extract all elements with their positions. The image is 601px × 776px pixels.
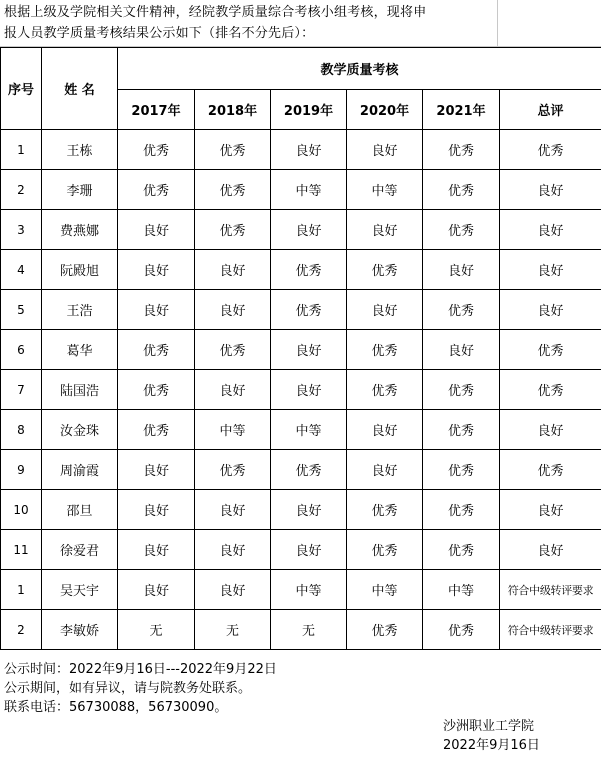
cell-y2019: 良好 (271, 210, 347, 250)
cell-seq: 1 (1, 130, 42, 170)
cell-seq: 5 (1, 290, 42, 330)
table-row (1, 250, 601, 290)
cell-y2021: 优秀 (423, 210, 500, 250)
cell-y2020: 良好 (347, 290, 423, 330)
header-year-2019: 2019年 (271, 90, 347, 130)
cell-total: 良好 (500, 170, 601, 210)
cell-total: 良好 (500, 250, 601, 290)
table-row (1, 210, 601, 250)
cell-y2021: 优秀 (423, 490, 500, 530)
cell-y2017: 良好 (118, 570, 195, 610)
cell-y2019: 优秀 (271, 450, 347, 490)
cell-y2018: 良好 (195, 250, 271, 290)
cell-y2019: 良好 (271, 130, 347, 170)
cell-name: 费燕娜 (42, 210, 118, 250)
cell-y2018: 优秀 (195, 450, 271, 490)
cell-seq: 7 (1, 370, 42, 410)
cell-y2018: 优秀 (195, 170, 271, 210)
signature-date: 2022年9月16日 (443, 738, 540, 753)
header-seq: 序号 (1, 48, 42, 130)
cell-y2019: 无 (271, 610, 347, 650)
table-row (1, 130, 601, 170)
cell-y2020: 优秀 (347, 490, 423, 530)
cell-seq: 8 (1, 410, 42, 450)
cell-y2021: 优秀 (423, 130, 500, 170)
cell-y2020: 中等 (347, 570, 423, 610)
cell-y2017: 良好 (118, 490, 195, 530)
cell-y2020: 良好 (347, 450, 423, 490)
cell-y2019: 良好 (271, 370, 347, 410)
table-row (1, 610, 601, 650)
signature-block (443, 717, 540, 755)
cell-y2019: 优秀 (271, 290, 347, 330)
cell-y2017: 无 (118, 610, 195, 650)
cell-total: 符合中级转评要求 (500, 570, 601, 610)
cell-y2018: 良好 (195, 530, 271, 570)
cell-y2018: 优秀 (195, 130, 271, 170)
cell-y2020: 优秀 (347, 250, 423, 290)
cell-y2021: 优秀 (423, 290, 500, 330)
cell-y2019: 中等 (271, 570, 347, 610)
header-name: 姓 名 (42, 48, 118, 130)
cell-y2018: 中等 (195, 410, 271, 450)
table-row (1, 570, 601, 610)
cell-y2021: 优秀 (423, 450, 500, 490)
assessment-table (0, 47, 601, 650)
cell-y2017: 优秀 (118, 410, 195, 450)
cell-total: 良好 (500, 210, 601, 250)
cell-y2019: 优秀 (271, 250, 347, 290)
cell-y2018: 优秀 (195, 330, 271, 370)
cell-y2019: 良好 (271, 490, 347, 530)
cell-name: 李敏娇 (42, 610, 118, 650)
cell-y2020: 优秀 (347, 530, 423, 570)
table-row (1, 450, 601, 490)
table-row (1, 290, 601, 330)
cell-y2021: 优秀 (423, 410, 500, 450)
cell-y2020: 良好 (347, 410, 423, 450)
header-group: 教学质量考核 (118, 48, 601, 90)
table-row (1, 330, 601, 370)
cell-name: 邵旦 (42, 490, 118, 530)
cell-y2021: 中等 (423, 570, 500, 610)
cell-y2018: 良好 (195, 370, 271, 410)
cell-y2019: 良好 (271, 330, 347, 370)
cell-total: 符合中级转评要求 (500, 610, 601, 650)
header-year-2017: 2017年 (118, 90, 195, 130)
cell-y2021: 优秀 (423, 530, 500, 570)
cell-y2021: 良好 (423, 250, 500, 290)
cell-seq: 11 (1, 530, 42, 570)
cell-name: 葛华 (42, 330, 118, 370)
cell-name: 汝金珠 (42, 410, 118, 450)
cell-y2018: 良好 (195, 570, 271, 610)
cell-y2017: 良好 (118, 210, 195, 250)
footer-period: 公示时间：2022年9月16日---2022年9月22日 (4, 662, 277, 677)
table-row (1, 490, 601, 530)
header-year-2021: 2021年 (423, 90, 500, 130)
announcement-intro (0, 0, 498, 47)
cell-total: 良好 (500, 290, 601, 330)
cell-name: 徐爱君 (42, 530, 118, 570)
cell-y2021: 优秀 (423, 610, 500, 650)
table-row (1, 370, 601, 410)
cell-y2021: 良好 (423, 330, 500, 370)
cell-y2018: 良好 (195, 490, 271, 530)
cell-total: 优秀 (500, 370, 601, 410)
cell-y2021: 优秀 (423, 170, 500, 210)
cell-total: 良好 (500, 410, 601, 450)
cell-y2020: 良好 (347, 130, 423, 170)
footer-phone: 联系电话：56730088，56730090。 (4, 700, 228, 715)
cell-y2020: 优秀 (347, 370, 423, 410)
cell-y2017: 良好 (118, 290, 195, 330)
cell-seq: 9 (1, 450, 42, 490)
empty-cell (498, 0, 601, 47)
cell-seq: 6 (1, 330, 42, 370)
cell-y2019: 中等 (271, 410, 347, 450)
cell-y2020: 良好 (347, 210, 423, 250)
cell-seq: 1 (1, 570, 42, 610)
cell-seq: 4 (1, 250, 42, 290)
cell-total: 优秀 (500, 450, 601, 490)
cell-y2017: 优秀 (118, 330, 195, 370)
signature-org: 沙洲职业工学院 (443, 719, 535, 734)
cell-name: 王浩 (42, 290, 118, 330)
cell-name: 陆国浩 (42, 370, 118, 410)
header-year-2020: 2020年 (347, 90, 423, 130)
cell-y2017: 良好 (118, 530, 195, 570)
cell-name: 吴天宇 (42, 570, 118, 610)
cell-y2020: 优秀 (347, 610, 423, 650)
cell-y2017: 优秀 (118, 370, 195, 410)
table-row (1, 530, 601, 570)
cell-name: 李珊 (42, 170, 118, 210)
cell-y2020: 中等 (347, 170, 423, 210)
cell-name: 王栋 (42, 130, 118, 170)
cell-total: 优秀 (500, 330, 601, 370)
cell-seq: 3 (1, 210, 42, 250)
cell-total: 优秀 (500, 130, 601, 170)
cell-y2019: 良好 (271, 530, 347, 570)
intro-line-1: 根据上级及学院相关文件精神，经院教学质量综合考核小组考核，现将申 (4, 5, 427, 20)
cell-y2018: 良好 (195, 290, 271, 330)
footer-objection: 公示期间，如有异议，请与院教务处联系。 (4, 681, 252, 696)
cell-y2017: 优秀 (118, 170, 195, 210)
intro-line-2: 报人员教学质量考核结果公示如下（排名不分先后）： (4, 26, 315, 41)
cell-seq: 10 (1, 490, 42, 530)
cell-y2018: 优秀 (195, 210, 271, 250)
cell-name: 阮殿旭 (42, 250, 118, 290)
table-row (1, 170, 601, 210)
cell-y2019: 中等 (271, 170, 347, 210)
cell-y2017: 良好 (118, 250, 195, 290)
cell-y2017: 优秀 (118, 130, 195, 170)
cell-total: 良好 (500, 490, 601, 530)
cell-y2018: 无 (195, 610, 271, 650)
cell-seq: 2 (1, 610, 42, 650)
cell-name: 周渝霞 (42, 450, 118, 490)
cell-seq: 2 (1, 170, 42, 210)
header-total: 总评 (500, 90, 601, 130)
cell-y2021: 优秀 (423, 370, 500, 410)
footer-notes (4, 660, 277, 717)
table-row (1, 410, 601, 450)
cell-y2017: 良好 (118, 450, 195, 490)
header-year-2018: 2018年 (195, 90, 271, 130)
cell-y2020: 优秀 (347, 330, 423, 370)
cell-total: 良好 (500, 530, 601, 570)
